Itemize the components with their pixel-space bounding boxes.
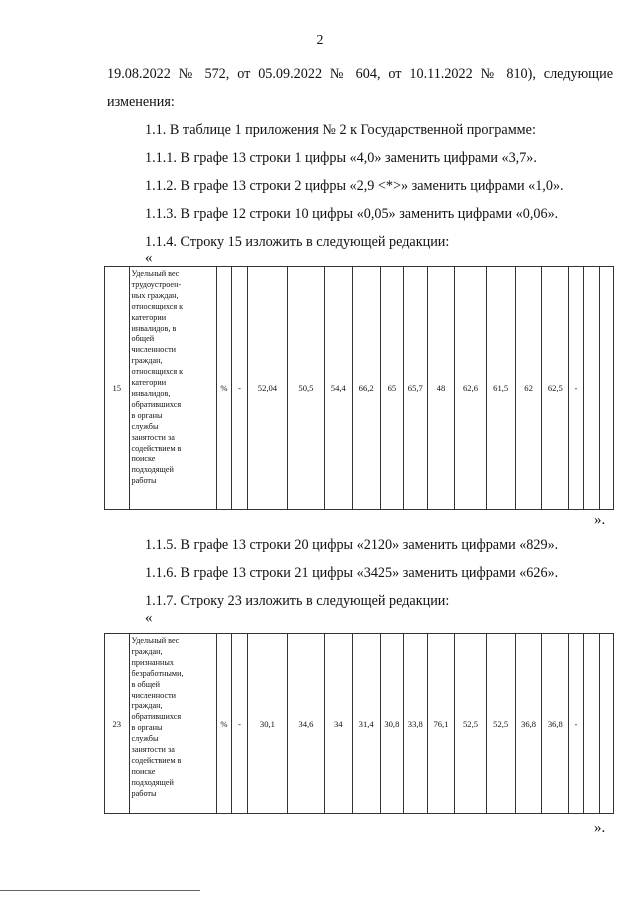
indicator-description: Удельный вес граждан, признанных безработными, в общей численности граждан, обратившихся в органы службы занятости за содействием в поиске подходящей работы	[129, 634, 216, 814]
row-number-cell: 23	[105, 634, 130, 814]
value-cell: 65	[380, 267, 403, 510]
value-cell	[600, 267, 614, 510]
open-quote-2: «	[145, 610, 153, 626]
value-cell: 54,4	[324, 267, 352, 510]
item-1-1-6: 1.1.6. В графе 13 строки 21 цифры «3425» заменить цифрами «626».	[145, 565, 559, 581]
close-quote-1: ».	[594, 512, 606, 528]
footer-divider	[0, 890, 200, 891]
value-cell: 66,2	[352, 267, 380, 510]
value-cell: 36,8	[542, 634, 569, 814]
value-cell	[583, 634, 600, 814]
item-1-1-2: 1.1.2. В графе 13 строки 2 цифры «2,9 <*>» заменить цифрами «1,0».	[145, 178, 564, 194]
value-cell: 34,6	[288, 634, 325, 814]
value-cell: -	[569, 634, 584, 814]
close-quote-2: ».	[594, 820, 606, 836]
value-cell: 52,04	[247, 267, 287, 510]
intro-line-1: 19.08.2022 № 572, от 05.09.2022 № 604, от 10.11.2022 № 810), следующие	[107, 66, 613, 82]
value-cell: 61,5	[486, 267, 515, 510]
value-cell	[583, 267, 600, 510]
value-cell: 76,1	[427, 634, 455, 814]
value-cell: 48	[427, 267, 455, 510]
item-1-1-7: 1.1.7. Строку 23 изложить в следующей редакции:	[145, 593, 450, 609]
unit-cell: %	[216, 267, 232, 510]
value-cell: 62	[515, 267, 542, 510]
value-cell: 52,5	[455, 634, 486, 814]
indicator-description: Удельный вес трудоустроен- ных граждан, относящихся к категории инвалидов, в общей численности граждан, относящихся к категории инвалидов, обратившихся в органы службы занятости за содействием в поиске подходящей работы	[129, 267, 216, 510]
item-1-1-1: 1.1.1. В графе 13 строки 1 цифры «4,0» заменить цифрами «3,7».	[145, 150, 537, 166]
table-row-23	[104, 633, 614, 814]
value-cell: -	[232, 634, 248, 814]
value-cell: 31,4	[352, 634, 380, 814]
item-1-1: 1.1. В таблице 1 приложения № 2 к Государственной программе:	[145, 122, 536, 138]
value-cell	[600, 634, 614, 814]
value-cell: 33,8	[404, 634, 427, 814]
value-cell: 30,1	[247, 634, 287, 814]
value-cell: 62,5	[542, 267, 569, 510]
value-cell: 36,8	[515, 634, 542, 814]
value-cell: -	[232, 267, 248, 510]
row-number-cell: 15	[105, 267, 130, 510]
value-cell: 30,8	[380, 634, 403, 814]
item-1-1-3: 1.1.3. В графе 12 строки 10 цифры «0,05» заменить цифрами «0,06».	[145, 206, 559, 222]
value-cell: 65,7	[404, 267, 427, 510]
intro-line-2: изменения:	[107, 94, 175, 110]
page-number: 2	[316, 33, 324, 48]
value-cell: 52,5	[486, 634, 515, 814]
unit-cell: %	[216, 634, 232, 814]
item-1-1-5: 1.1.5. В графе 13 строки 20 цифры «2120» заменить цифрами «829».	[145, 537, 559, 553]
open-quote-1: «	[145, 250, 153, 266]
value-cell: 62,6	[455, 267, 486, 510]
value-cell: -	[569, 267, 584, 510]
item-1-1-4: 1.1.4. Строку 15 изложить в следующей редакции:	[145, 234, 450, 250]
value-cell: 34	[324, 634, 352, 814]
value-cell: 50,5	[288, 267, 325, 510]
table-row-15	[104, 266, 614, 510]
